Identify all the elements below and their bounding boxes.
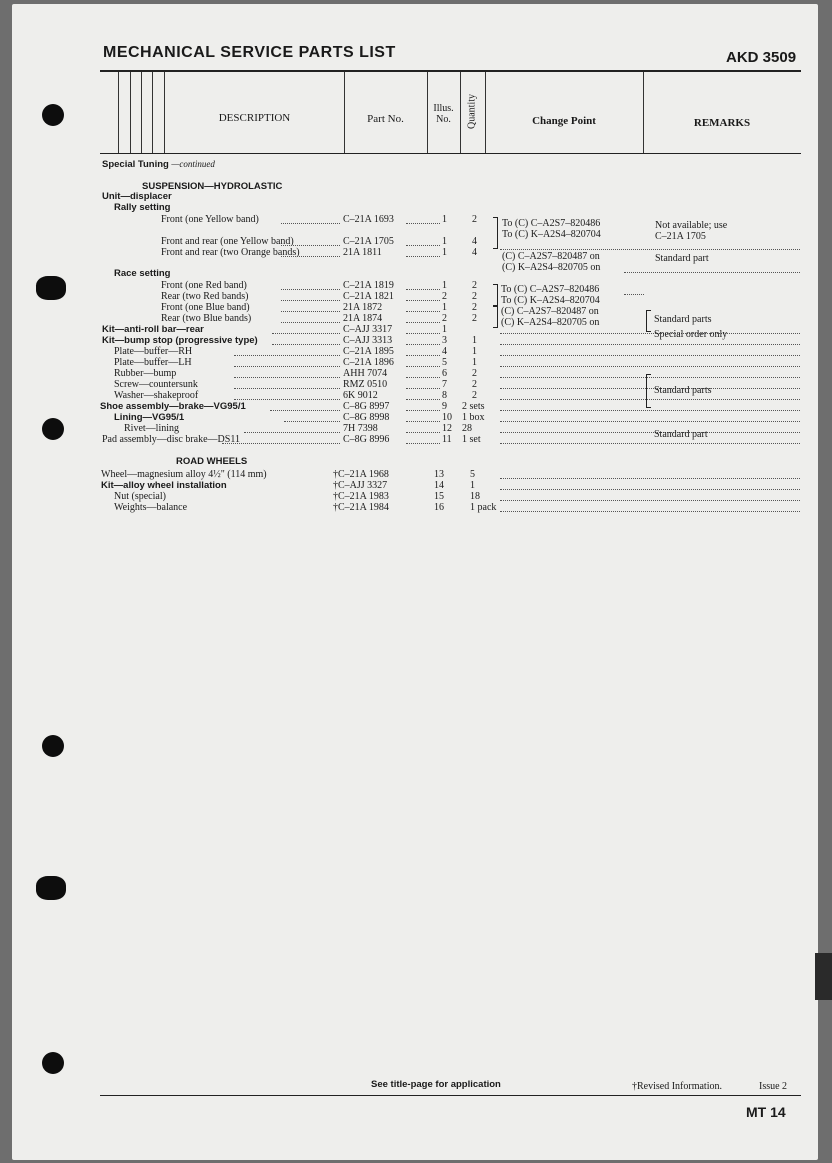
table-row-part-no: 7H 7398 (343, 423, 378, 434)
table-row-part-no: †C–21A 1983 (333, 491, 389, 502)
change-point: (C) C–A2S7–820487 on (502, 251, 600, 262)
remark: Standard parts (654, 385, 712, 396)
table-row-part-no: 21A 1811 (343, 247, 382, 258)
table-row-illus-no: 10 (442, 412, 452, 423)
remark: Standard part (655, 253, 709, 264)
leader-dots (500, 410, 800, 411)
change-point: To (C) C–A2S7–820486 (502, 218, 601, 229)
road-wheels-heading: ROAD WHEELS (176, 456, 248, 467)
column-header-quantity: Quantity (466, 94, 478, 129)
table-row-illus-no: 4 (442, 346, 447, 357)
table-row-illus-no: 1 (442, 247, 447, 258)
leader-dots (406, 344, 440, 345)
table-row-quantity: 4 (472, 236, 477, 247)
table-row-illus-no: 16 (434, 502, 444, 513)
table-row-description: Kit—anti-roll bar—rear (102, 324, 204, 335)
column-divider (460, 72, 461, 153)
table-row-illus-no: 7 (442, 379, 447, 390)
leader-dots (500, 333, 800, 334)
table-row-quantity: 4 (472, 247, 477, 258)
table-row-description: Pad assembly—disc brake—DS11 (102, 434, 240, 445)
leader-dots (234, 399, 340, 400)
leader-dots (281, 300, 340, 301)
leader-dots (281, 245, 340, 246)
column-header-description: DESCRIPTION (218, 112, 291, 124)
table-row-description: Front (one Red band) (161, 280, 247, 291)
table-row-quantity: 2 (472, 302, 477, 313)
footer-rule (100, 1095, 801, 1096)
race-setting-heading: Race setting (114, 268, 171, 279)
leader-dots (284, 421, 340, 422)
table-row-quantity: 2 sets (462, 401, 485, 412)
table-row-description: Kit—bump stop (progressive type) (102, 335, 258, 346)
table-row-quantity: 1 (472, 335, 477, 346)
page-number: MT 14 (746, 1104, 786, 1120)
table-row-part-no: AHH 7074 (343, 368, 388, 379)
remark: Special order only (654, 329, 728, 340)
table-row-description: Screw—countersunk (114, 379, 198, 390)
table-row-quantity: 2 (472, 368, 477, 379)
binder-hole (42, 104, 64, 126)
column-header-part-no: Part No. (367, 113, 404, 125)
table-row-part-no: C–21A 1821 (343, 291, 394, 302)
table-row-quantity: 2 (472, 214, 477, 225)
leader-dots (406, 432, 440, 433)
column-divider (141, 72, 142, 153)
table-row-illus-no: 6 (442, 368, 447, 379)
table-row-description: Rivet—lining (124, 423, 179, 434)
table-row-part-no: 21A 1872 (343, 302, 383, 313)
leader-dots (406, 399, 440, 400)
leader-dots (500, 432, 800, 433)
section-label: Special Tuning —continued (102, 159, 215, 170)
leader-dots (500, 478, 800, 479)
bracket (493, 306, 498, 328)
table-row-description: Front and rear (one Yellow band) (161, 236, 294, 247)
leader-dots (281, 322, 340, 323)
leader-dots (500, 366, 800, 367)
table-row-description: Kit—alloy wheel installation (101, 480, 227, 491)
table-row-part-no: C–21A 1895 (343, 346, 394, 357)
leader-dots (500, 500, 800, 501)
header-bottom-rule (100, 153, 801, 154)
rally-setting-heading: Rally setting (114, 202, 171, 213)
change-point: (C) K–A2S4–820705 on (502, 262, 601, 273)
table-row-quantity: 2 (472, 379, 477, 390)
unit-heading: Unit—displacer (102, 191, 172, 202)
table-row-illus-no: 5 (442, 357, 447, 368)
table-row-part-no: C–AJJ 3313 (343, 335, 393, 346)
page-tab-marker (815, 953, 832, 1000)
table-row-quantity: 2 (472, 390, 477, 401)
leader-dots (234, 388, 340, 389)
remark: Standard parts (654, 314, 712, 325)
leader-dots (406, 421, 440, 422)
leader-dots (281, 289, 340, 290)
table-row-illus-no: 1 (442, 280, 447, 291)
leader-dots (406, 333, 440, 334)
table-row-illus-no: 13 (434, 469, 444, 480)
column-divider (118, 72, 119, 153)
table-row-illus-no: 1 (442, 236, 447, 247)
leader-dots (281, 311, 340, 312)
column-header-remarks: REMARKS (693, 117, 751, 129)
table-row-part-no: C–21A 1693 (343, 214, 394, 225)
table-row-quantity: 1 (470, 480, 475, 491)
table-row-part-no: C–8G 8996 (343, 434, 390, 445)
leader-dots (272, 333, 340, 334)
table-row-quantity: 2 (472, 291, 477, 302)
binder-hole (36, 876, 66, 900)
table-row-illus-no: 3 (442, 335, 447, 346)
table-row-part-no: †C–AJJ 3327 (333, 480, 388, 491)
bracket (493, 217, 498, 249)
change-point: To (C) K–A2S4–820704 (502, 229, 601, 240)
leader-dots (234, 366, 340, 367)
table-row-part-no: C–21A 1819 (343, 280, 394, 291)
leader-dots (244, 432, 340, 433)
leader-dots (406, 355, 440, 356)
table-row-part-no: 6K 9012 (343, 390, 378, 401)
table-row-part-no: †C–21A 1968 (333, 469, 389, 480)
change-point: (C) K–A2S4–820705 on (501, 317, 600, 328)
column-divider (643, 72, 644, 153)
column-divider (485, 72, 486, 153)
table-row-part-no: C–AJJ 3317 (343, 324, 393, 335)
bracket (646, 374, 651, 408)
leader-dots (272, 344, 340, 345)
change-point: To (C) C–A2S7–820486 (501, 284, 600, 295)
leader-dots (270, 410, 340, 411)
table-row-quantity: 1 (472, 346, 477, 357)
table-row-quantity: 2 (472, 280, 477, 291)
column-divider (152, 72, 153, 153)
table-row-illus-no: 9 (442, 401, 447, 412)
table-row-quantity: 18 (470, 491, 480, 502)
document-code: AKD 3509 (726, 49, 797, 66)
table-row-description: Wheel—magnesium alloy 4½" (114 mm) (101, 469, 267, 480)
leader-dots (406, 245, 440, 246)
table-row-description: Nut (special) (114, 491, 166, 502)
leader-dots (500, 344, 800, 345)
remark: C–21A 1705 (655, 231, 706, 242)
leader-dots (406, 322, 440, 323)
leader-dots (406, 300, 440, 301)
table-row-quantity: 1 pack (470, 502, 497, 513)
leader-dots (406, 410, 440, 411)
binder-hole (36, 276, 66, 300)
table-row-description: Plate—buffer—LH (114, 357, 192, 368)
change-point: To (C) K–A2S4–820704 (501, 295, 600, 306)
leader-dots (234, 355, 340, 356)
column-header-illus: Illus. (433, 103, 454, 114)
table-row-part-no: C–8G 8998 (343, 412, 390, 423)
table-row-quantity: 1 set (462, 434, 481, 445)
leader-dots (406, 443, 440, 444)
binder-hole (42, 735, 64, 757)
table-row-part-no: C–8G 8997 (343, 401, 390, 412)
leader-dots (500, 249, 800, 250)
table-row-description: Front (one Yellow band) (161, 214, 259, 225)
leader-dots (624, 272, 800, 273)
leader-dots (281, 256, 340, 257)
table-row-quantity: 5 (470, 469, 475, 480)
application-note: See title-page for application (371, 1079, 501, 1090)
binder-hole (42, 418, 64, 440)
table-row-illus-no: 11 (442, 434, 452, 445)
table-row-description: Front (one Blue band) (161, 302, 250, 313)
binder-hole (42, 1052, 64, 1074)
document-page (12, 4, 818, 1160)
table-row-illus-no: 15 (434, 491, 444, 502)
table-row-part-no: C–21A 1896 (343, 357, 394, 368)
table-row-illus-no: 1 (442, 324, 447, 335)
table-row-description: Weights—balance (114, 502, 188, 513)
suspension-heading: SUSPENSION—HYDROLASTIC (142, 181, 283, 192)
table-row-quantity: 2 (472, 313, 477, 324)
remark: Not available; use (655, 220, 728, 231)
table-row-description: Lining—VG95/1 (114, 412, 185, 423)
header-top-rule (100, 70, 801, 72)
change-point: (C) C–A2S7–820487 on (501, 306, 599, 317)
table-row-part-no: C–21A 1705 (343, 236, 394, 247)
table-row-illus-no: 14 (434, 480, 444, 491)
leader-dots (406, 311, 440, 312)
leader-dots (500, 511, 800, 512)
leader-dots (234, 377, 340, 378)
bracket (493, 284, 498, 306)
table-row-description: Rubber—bump (114, 368, 177, 379)
bracket (646, 310, 651, 332)
issue-number: Issue 2 (759, 1081, 788, 1092)
leader-dots (500, 489, 800, 490)
leader-dots (406, 366, 440, 367)
table-row-description: Washer—shakeproof (114, 390, 199, 401)
leader-dots (406, 223, 440, 224)
leader-dots (281, 223, 340, 224)
table-row-description: Shoe assembly—brake—VG95/1 (100, 401, 246, 412)
table-row-quantity: 28 (462, 423, 472, 434)
table-row-illus-no: 12 (442, 423, 452, 434)
column-header-illus-no: No. (436, 114, 451, 125)
remark: Standard part (654, 429, 708, 440)
leader-dots (500, 443, 800, 444)
table-row-description: Front and rear (two Orange bands) (161, 247, 300, 258)
table-row-illus-no: 1 (442, 214, 447, 225)
leader-dots (406, 377, 440, 378)
leader-dots (406, 256, 440, 257)
table-row-quantity: 1 (472, 357, 477, 368)
table-row-description: Rear (two Blue bands) (161, 313, 252, 324)
leader-dots (624, 294, 644, 295)
table-row-illus-no: 2 (442, 313, 447, 324)
column-header-change-point: Change Point (532, 115, 596, 127)
table-row-part-no: 21A 1874 (343, 313, 383, 324)
table-row-illus-no: 1 (442, 302, 447, 313)
leader-dots (222, 443, 340, 444)
leader-dots (406, 289, 440, 290)
table-row-description: Rear (two Red bands) (161, 291, 249, 302)
leader-dots (500, 355, 800, 356)
table-row-quantity: 1 box (462, 412, 485, 423)
table-row-illus-no: 8 (442, 390, 447, 401)
revised-note: †Revised Information. (632, 1081, 722, 1092)
leader-dots (500, 421, 800, 422)
leader-dots (406, 388, 440, 389)
column-divider (130, 72, 131, 153)
table-row-part-no: RMZ 0510 (343, 379, 388, 390)
table-row-illus-no: 2 (442, 291, 447, 302)
page-title: MECHANICAL SERVICE PARTS LIST (103, 44, 396, 61)
table-row-description: Plate—buffer—RH (114, 346, 193, 357)
table-row-part-no: †C–21A 1984 (333, 502, 389, 513)
